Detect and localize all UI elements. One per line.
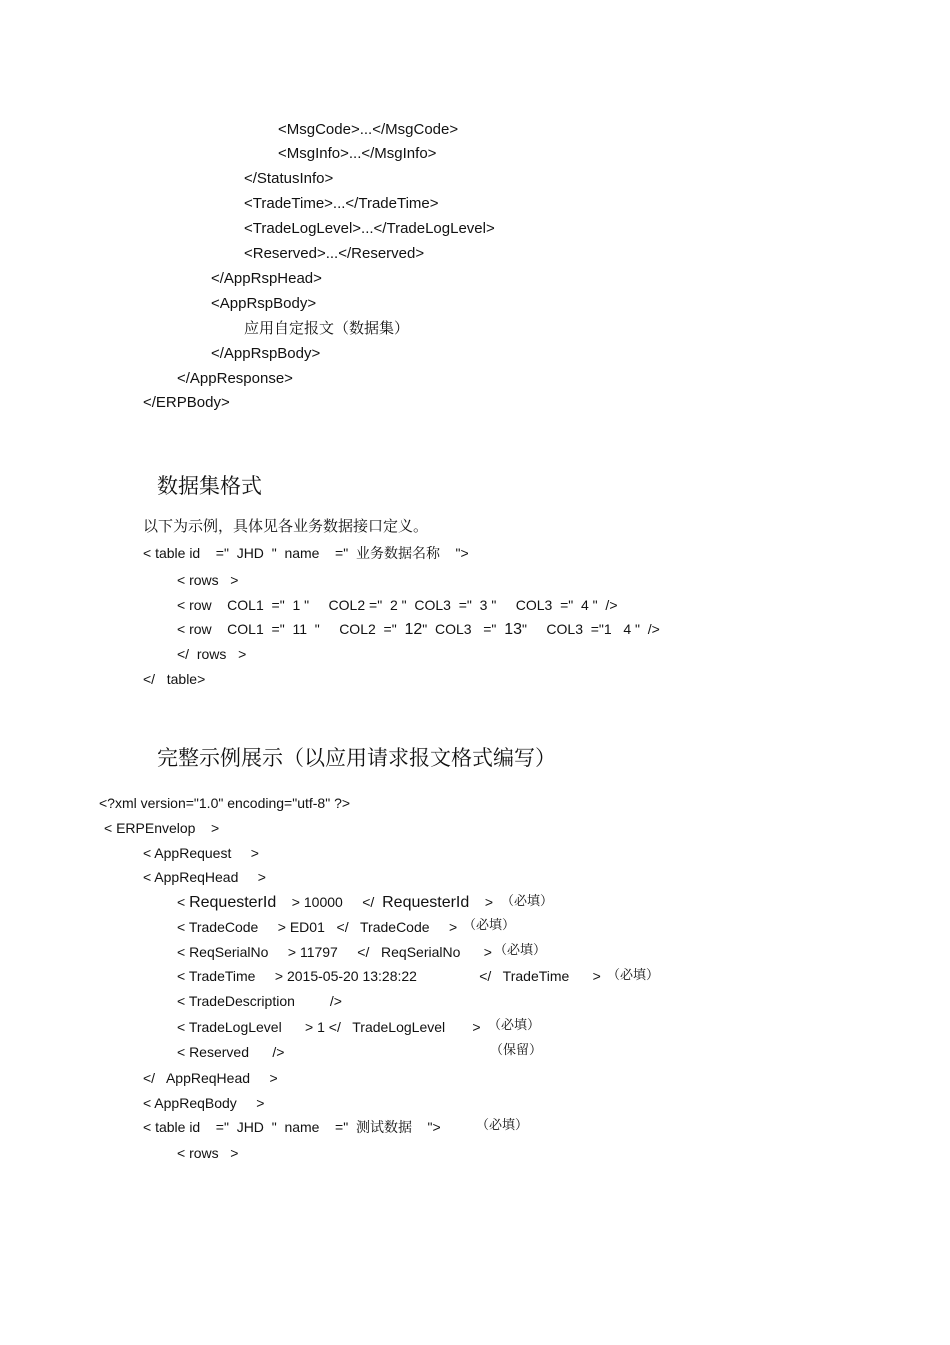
required-note: （必填） bbox=[501, 894, 554, 909]
code-line bbox=[177, 620, 660, 639]
code-line: < AppRequest > bbox=[143, 845, 259, 861]
section-heading: 数据集格式 bbox=[157, 474, 262, 498]
code-line: < rows > bbox=[177, 572, 239, 588]
code-fragment: RequesterId bbox=[189, 894, 277, 911]
xml-line: <TradeLogLevel>...</TradeLogLevel> bbox=[244, 220, 495, 237]
code-line: < ERPEnvelop > bbox=[104, 820, 220, 836]
code-line bbox=[177, 893, 493, 912]
code-fragment: 12 bbox=[404, 621, 423, 638]
code-fragment: " COL3 =" bbox=[422, 621, 505, 637]
code-fragment: RequesterId bbox=[382, 894, 470, 911]
xml-line: <AppRspBody> bbox=[211, 295, 317, 312]
required-note: （必填） bbox=[607, 968, 660, 983]
required-note: （必填） bbox=[476, 1118, 529, 1133]
xml-body-text: 应用自定报文（数据集） bbox=[244, 319, 410, 337]
code-line: < TradeLogLevel > 1 </ TradeLogLevel > bbox=[177, 1019, 481, 1035]
code-line: < AppReqBody > bbox=[143, 1095, 265, 1111]
required-note: （必填） bbox=[488, 1018, 541, 1033]
code-fragment: < row COL1 =" 11 " COL2 =" bbox=[177, 621, 405, 637]
xml-line: <MsgInfo>...</MsgInfo> bbox=[278, 145, 437, 162]
xml-line: </AppRspHead> bbox=[211, 270, 322, 287]
code-line: < TradeDescription /> bbox=[177, 993, 342, 1009]
code-line: < row COL1 =" 1 " COL2 =" 2 " COL3 =" 3 " COL3 =" 4 " /> bbox=[177, 597, 618, 613]
required-note: （必填） bbox=[463, 918, 516, 933]
reserved-note: （保留） bbox=[490, 1043, 543, 1058]
code-line: < Reserved /> bbox=[177, 1044, 285, 1060]
code-line: < AppReqHead > bbox=[143, 869, 266, 885]
code-line: < TradeTime > 2015-05-20 13:28:22 </ TradeTime > bbox=[177, 968, 601, 984]
code-line: < ReqSerialNo > 11797 </ ReqSerialNo > bbox=[177, 944, 492, 960]
intro-text: 以下为示例，具体见各业务数据接口定义。 bbox=[143, 517, 429, 535]
code-line: <?xml version="1.0" encoding="utf-8" ?> bbox=[99, 795, 351, 811]
code-fragment: " COL3 ="1 4 " /> bbox=[521, 621, 660, 637]
code-line: </ rows > bbox=[177, 646, 247, 662]
code-fragment: 13 bbox=[504, 621, 522, 638]
code-line: < rows > bbox=[177, 1145, 239, 1161]
code-line: </ AppReqHead > bbox=[143, 1070, 278, 1086]
xml-line: </AppRspBody> bbox=[211, 345, 321, 362]
code-fragment: > 10000 </ bbox=[276, 894, 383, 910]
code-line: < table id =" JHD " name =" 测试数据 "> bbox=[143, 1119, 441, 1135]
code-line: < table id =" JHD " name =" 业务数据名称 "> bbox=[143, 545, 469, 561]
code-line: </ table> bbox=[143, 671, 206, 687]
xml-line: </AppResponse> bbox=[177, 370, 293, 387]
xml-line: </ERPBody> bbox=[143, 394, 230, 411]
xml-line: </StatusInfo> bbox=[244, 170, 334, 187]
xml-line: <Reserved>...</Reserved> bbox=[244, 245, 425, 262]
code-line: < TradeCode > ED01 </ TradeCode > bbox=[177, 919, 458, 935]
required-note: （必填） bbox=[494, 943, 547, 958]
section-heading: 完整示例展示（以应用请求报文格式编写） bbox=[157, 746, 556, 770]
xml-line: <MsgCode>...</MsgCode> bbox=[278, 121, 459, 138]
code-fragment: < bbox=[177, 894, 190, 910]
xml-line: <TradeTime>...</TradeTime> bbox=[244, 195, 439, 212]
code-fragment: > bbox=[469, 894, 494, 910]
